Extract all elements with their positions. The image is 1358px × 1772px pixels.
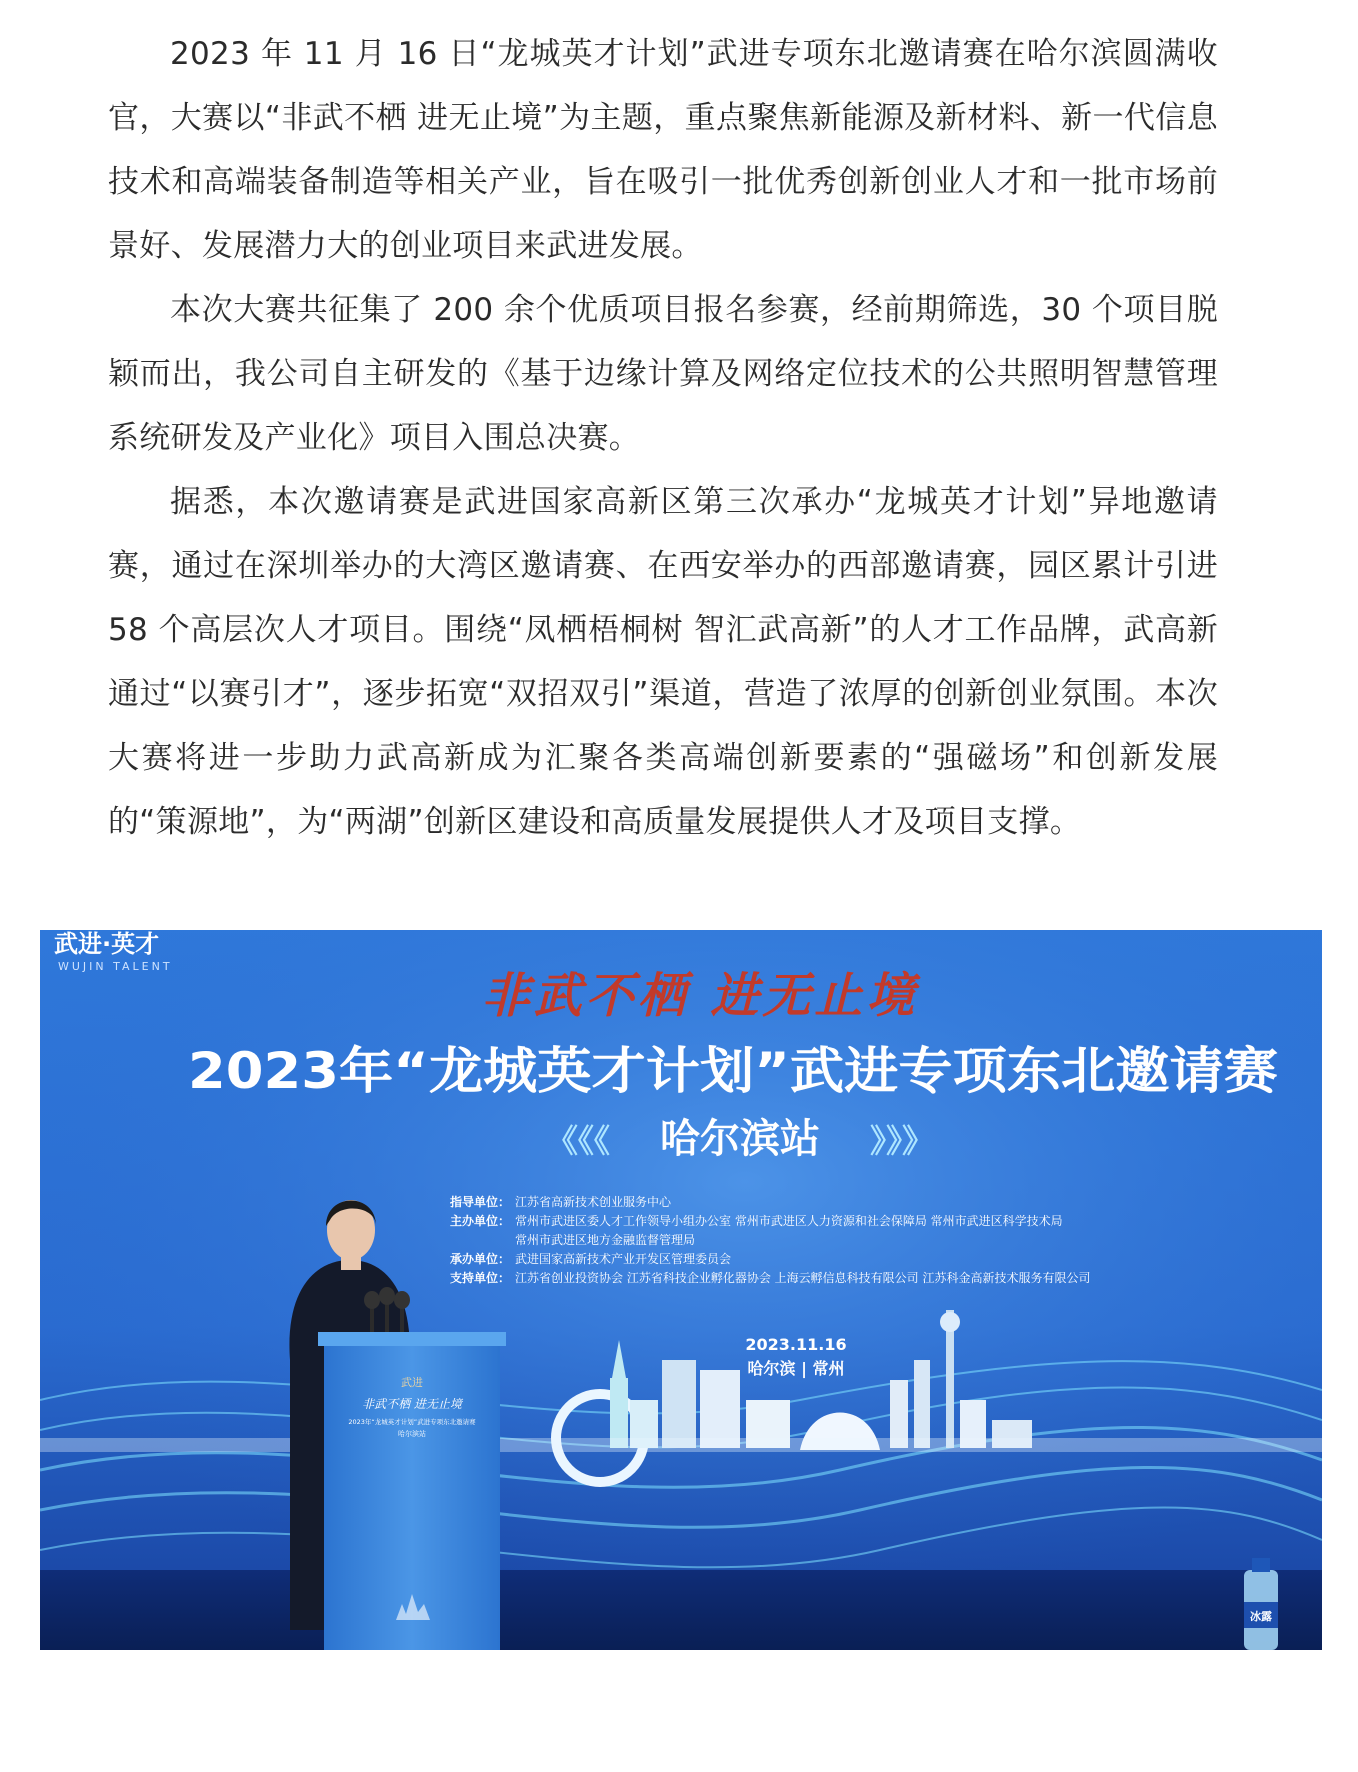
podium-title: 2023年“龙城英才计划”武进专项东北邀请赛 <box>348 1418 476 1426</box>
organizer-names: 江苏省高新技术创业服务中心 <box>515 1195 672 1209</box>
logo-en: WUJIN TALENT <box>58 960 173 973</box>
logo-cn: 武进·英才 <box>54 930 160 958</box>
organizer-names: 江苏省创业投资协会 江苏省科技企业孵化器协会 上海云孵信息科技有限公司 江苏科金高新技术服务有限公司 <box>515 1271 1091 1285</box>
article-paragraph: 本次大赛共征集了 200 余个优质项目报名参赛，经前期筛选，30 个项目脱颖而出，我公司自主研发的《基于边缘计算及网络定位技术的公共照明智慧管理系统研发及产业化》项目入围总决赛。 <box>108 292 1218 456</box>
organizer-names: 常州市武进区地方金融监督管理局 <box>515 1233 696 1247</box>
event-photo <box>40 930 1322 1650</box>
station-arrows-left: 《《《 <box>545 1122 610 1160</box>
article-paragraph: 2023 年 11 月 16 日“龙城英才计划”武进专项东北邀请赛在哈尔滨圆满收官，大赛以“非武不栖 进无止境”为主题，重点聚焦新能源及新材料、新一代信息技术和高端装备制造等相关产业，旨在吸引一批优秀创新创业人才和一批市场前景好、发展潜力大的创业项目来武进发展。 <box>108 36 1218 264</box>
organizer-names: 武进国家高新技术产业开发区管理委员会 <box>515 1252 732 1266</box>
event-cities: 哈尔滨 | 常州 <box>747 1359 845 1378</box>
station-name: 哈尔滨站 <box>660 1116 820 1162</box>
organizer-role: 主办单位： <box>450 1214 511 1228</box>
organizer-role: 指导单位： <box>450 1195 511 1209</box>
stage-floor <box>40 1570 1322 1650</box>
podium-brand: 武进 <box>401 1376 423 1389</box>
article <box>108 22 1218 854</box>
event-title: 2023年“龙城英才计划”武进专项东北邀请赛 <box>188 1042 1278 1100</box>
podium <box>318 1332 506 1650</box>
event-date: 2023.11.16 <box>745 1335 847 1354</box>
organizer-names: 常州市武进区委人才工作领导小组办公室 常州市武进区人力资源和社会保障局 常州市武进区科学技术局 <box>515 1214 1063 1228</box>
bottle-label: 冰露 <box>1250 1610 1272 1623</box>
organizer-role: 承办单位： <box>450 1252 511 1266</box>
water-bottle <box>1244 1558 1278 1650</box>
event-photo-scene <box>40 930 1322 1650</box>
article-paragraph: 据悉，本次邀请赛是武进国家高新区第三次承办“龙城英才计划”异地邀请赛，通过在深圳举办的大湾区邀请赛、在西安举办的西部邀请赛，园区累计引进 58 个高层次人才项目。围绕“凤栖梧桐树 智汇武高新”的人才工作品牌，武高新通过“以赛引才”，逐步拓宽“双招双引”渠道，营造了浓厚的创新创业氛围。本次大赛将进一步助力武高新成为汇聚各类高端创新要素的“强磁场”和创新发展的“策源地”，为“两湖”创新区建设和高质量发展提供人才及项目支撑。 <box>108 484 1218 840</box>
podium-subtitle: 哈尔滨站 <box>398 1430 426 1438</box>
podium-slogan: 非武不栖 进无止境 <box>362 1397 462 1411</box>
organizer-role: 支持单位： <box>450 1271 511 1285</box>
slogan: 非武不栖 进无止境 <box>481 968 919 1024</box>
station-arrows-right: 》》》 <box>870 1122 935 1160</box>
